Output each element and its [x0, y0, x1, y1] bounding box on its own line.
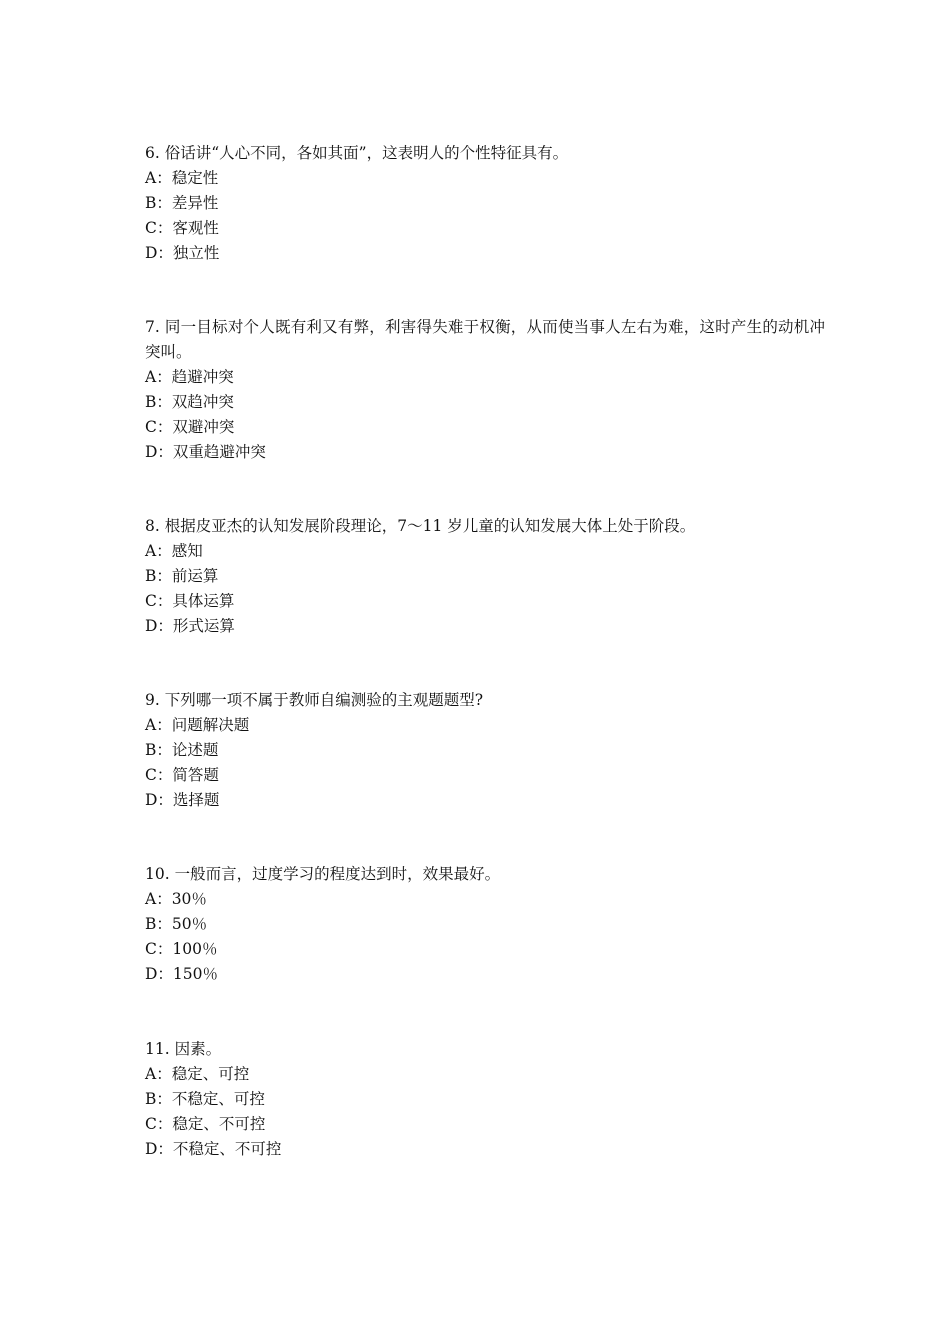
- question-10: [145, 862, 825, 987]
- option-c: C：具体运算: [145, 592, 235, 610]
- option-b: B：论述题: [145, 741, 219, 759]
- option-c: C：双避冲突: [145, 418, 235, 436]
- option-d: D：150％: [145, 965, 219, 983]
- question-text: 10. 一般而言，过度学习的程度达到时，效果最好。: [145, 865, 501, 883]
- question-7: [145, 315, 825, 465]
- option-d: D：形式运算: [145, 617, 235, 635]
- question-text: 6. 俗话讲“人心不同，各如其面”，这表明人的个性特征具有。: [145, 144, 569, 162]
- option-a: A：稳定、可控: [145, 1065, 250, 1083]
- option-c: C：稳定、不可控: [145, 1115, 266, 1133]
- option-c: C：客观性: [145, 219, 219, 237]
- option-b: B：50％: [145, 915, 208, 933]
- option-a: A：30％: [145, 890, 207, 908]
- option-c: C：100％: [145, 940, 218, 958]
- question-text: 7. 同一目标对个人既有利又有弊，利害得失难于权衡，从而使当事人左右为难，这时产生的动机冲突叫。: [145, 318, 825, 361]
- option-b: B：前运算: [145, 567, 219, 585]
- question-8: [145, 514, 825, 639]
- question-text: 8. 根据皮亚杰的认知发展阶段理论，7～11 岁儿童的认知发展大体上处于阶段。: [145, 517, 696, 535]
- option-d: D：双重趋避冲突: [145, 443, 266, 461]
- question-11: [145, 1037, 825, 1162]
- question-9: [145, 688, 825, 813]
- question-text: 11. 因素。: [145, 1040, 222, 1058]
- question-6: [145, 141, 825, 266]
- option-d: D：不稳定、不可控: [145, 1140, 282, 1158]
- question-text: 9. 下列哪一项不属于教师自编测验的主观题题型?: [145, 691, 484, 709]
- option-a: A：稳定性: [145, 169, 219, 187]
- option-b: B：不稳定、可控: [145, 1090, 265, 1108]
- option-d: D：独立性: [145, 244, 220, 262]
- option-d: D：选择题: [145, 791, 220, 809]
- option-b: B：差异性: [145, 194, 219, 212]
- option-a: A：感知: [145, 542, 203, 560]
- option-c: C：简答题: [145, 766, 219, 784]
- option-a: A：问题解决题: [145, 716, 250, 734]
- option-b: B：双趋冲突: [145, 393, 234, 411]
- option-a: A：趋避冲突: [145, 368, 234, 386]
